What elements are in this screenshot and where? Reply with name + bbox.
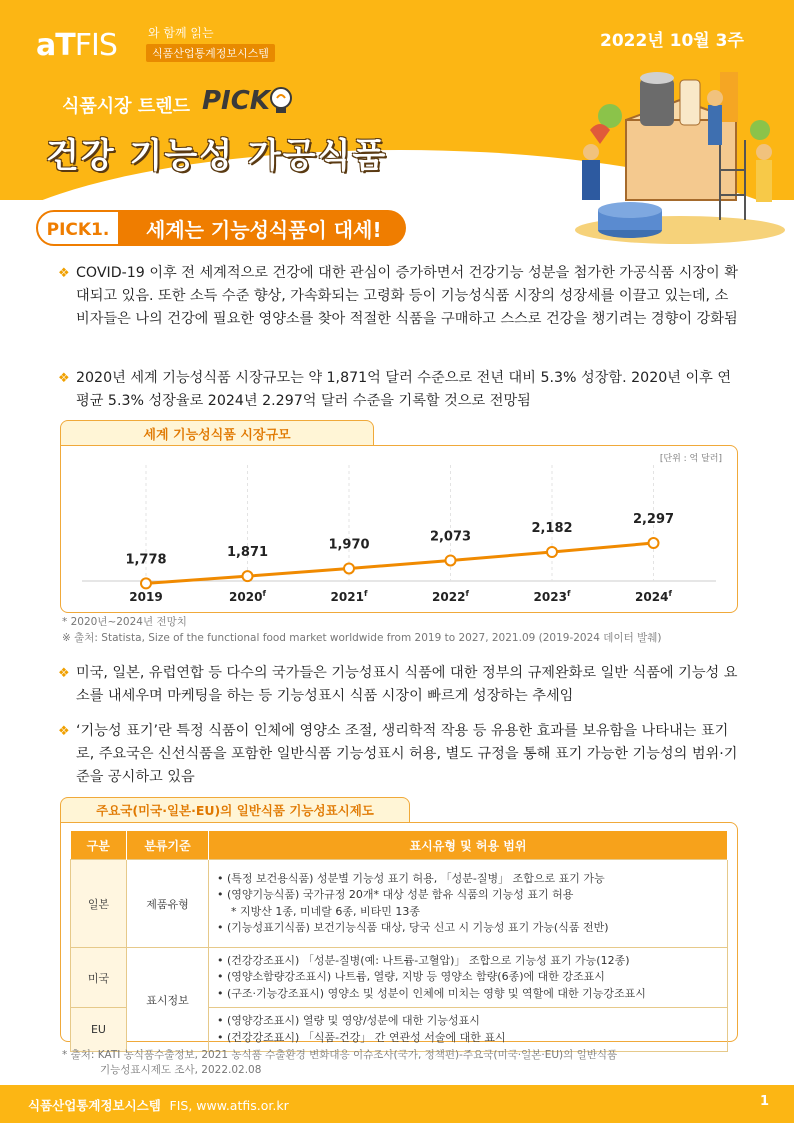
chart-point [141,578,151,588]
chart-title: 세계 기능성식품 시장규모 [143,428,291,443]
scope-japan [209,860,728,948]
chart-point [547,547,557,557]
paragraph-1 [58,262,738,331]
table-source-note-cont: 기능성표시제도 조사, 2022.02.08 [100,1064,262,1076]
scope-usa [209,948,728,1008]
country-usa: 미국 [71,948,127,1008]
chart-source-note: ※ 출처: Statista, Size of the functional food market worldwide from 2019 to 2027, 2021.09 (2019-2024 데이터 발췌) [62,632,662,644]
paragraph-2 [58,367,738,413]
diamond-bullet-icon: ❖ [58,371,70,386]
pick1-badge: PICK1. [36,210,120,246]
logo-fis: FIS [74,28,117,63]
market-size-chart [60,445,738,613]
chart-x-tick-label: 2021$^f$ [330,589,368,604]
diamond-bullet-icon: ❖ [58,724,70,739]
table-item: • (영양기능식품) 국가규정 20개* 대상 성분 함유 식품의 기능성 표기 허용 [217,888,574,901]
table-source-note: * 출처: KATI 농식품수출정보, 2021 농식품 수출환경 변화대응 이슈조사(국가, 정책편)-주요국(미국·일본·EU)의 일반식품 [62,1049,618,1061]
header-scope: 표시유형 및 허용 범위 [209,831,728,860]
logo-brand: aT [36,28,75,63]
paragraph-3-text: 미국, 일본, 유럽연합 등 다수의 국가들은 기능성표시 식품에 대한 정부의 규제완화로 일반 식품에 기능성 요소를 내세우며 마케팅을 하는 등 기능성표시 식품 시장이 빠르게 성장하는 추세임 [76,665,738,704]
paragraph-4 [58,720,738,789]
table-subitem: * 지방산 1종, 미네랄 6종, 비타민 13종 [231,904,420,918]
chart-point [446,555,456,565]
table-row-usa [71,948,728,1008]
footer-text [28,1096,289,1114]
chart-unit-label: [단위 : 억 달러] [659,454,722,464]
paragraph-1-text: COVID-19 이후 전 세계적으로 건강에 대한 관심이 증가하면서 건강기능 성분을 첨가한 가공식품 시장이 확대되고 있음. 또한 소득 수준 향상, 가속화되는 고령화 등이 기능성식품 시장의 성장세를 이끌고 있는데, 소비자들은 나의 건강에 필요한 영양소를 찾아 적절한 식품을 구매하고 스스로 건강을 챙기려는 경향이 강화됨 [76,265,738,327]
diamond-bullet-icon: ❖ [58,266,70,281]
logo-system-name: 식품산업통계정보시스템 [146,44,275,62]
chart-point [243,571,253,581]
shopping-illustration [570,60,790,250]
table-item: • (영양소함량강조표시) 나트륨, 열량, 지방 등 영양소 함량(6종)에 대한 강조표시 [217,970,605,984]
labeling-system-table [70,831,728,1052]
chart-x-tick-label: 2020$^f$ [229,589,266,604]
country-japan: 일본 [71,860,127,948]
table-item: • (구조·기능강조표시) 영양소 및 성분이 인체에 미치는 영향 및 역할에 대한 기능강조표시 [217,986,646,1000]
chart-x-tick-label: 2023$^f$ [533,589,571,604]
pick1-title: 세계는 기능성식품이 대세! [146,218,382,242]
chart-value-label: 2,182 [531,520,573,536]
chart-value-label: 1,871 [226,545,269,561]
page-number: 1 [760,1094,770,1109]
chart-series-line [146,543,654,583]
table-header-row [71,831,728,860]
table-row-japan [71,860,728,948]
header-criterion: 분류기준 [127,831,209,860]
diamond-bullet-icon: ❖ [58,666,70,681]
table-item: • (기능성표기식품) 보건기능식품 대상, 당국 신고 시 기능성 표기 가능(식품 전반) [217,921,609,934]
chart-value-label: 2,073 [429,529,472,545]
criterion-usa-eu: 표시정보 [127,948,209,1052]
trend-pick-label: PICK [202,86,270,116]
paragraph-2-text: 2020년 세계 기능성식품 시장규모는 약 1,871억 달러 수준으로 전년 대비 5.3% 성장함. 2020년 이후 연평균 5.3% 성장율로 2024년 2.297억 달러 수준을 기록할 것으로 전망됨 [76,370,732,409]
table-item: • (영양강조표시) 열량 및 영양/성분에 대한 기능성표시 [217,1014,480,1027]
footer-site-link[interactable]: FIS, www.atfis.or.kr [169,1098,289,1113]
paragraph-4-text: ‘기능성 표기’란 특정 식품이 인체에 영양소 조절, 생리학적 작용 등 유용한 효과를 보유함을 나타내는 표기로, 주요국은 신선식품을 포함한 일반식품 기능성표시 허용, 별도 규정을 통해 표기 가능한 기능성의 범위·기준을 공시하고 있음 [76,723,738,785]
header-country: 구분 [71,831,127,860]
chart-value-label: 1,778 [125,552,167,568]
chart-x-tick-label: 2019 [129,590,163,604]
logo-with-text: 와 함께 읽는 [148,26,214,40]
chart-note-forecast: * 2020년~2024년 전망치 [62,616,187,628]
lightbulb-icon [266,84,296,118]
chart-point [649,538,659,548]
paragraph-3 [58,662,738,708]
chart-x-tick-label: 2024$^f$ [635,589,672,604]
scope-eu [209,1008,728,1052]
chart-point [344,563,354,573]
table-item: • (특정 보건용식품) 성분별 기능성 표기 허용, 「성분-질병」 조합으로 표기 가능 [217,871,605,885]
footer-system: 식품산업통계정보시스템 [28,1098,161,1113]
atfis-logo [36,28,117,63]
table-item: • (건강강조표시) 「성분-질병(예: 나트륨-고혈압)」 조합으로 기능성 표기 가능(12종) [217,953,630,967]
table-title: 주요국(미국·일본·EU)의 일반식품 기능성표시제도 [96,803,374,818]
issue-date: 2022년 10월 3주 [600,31,744,51]
criterion-japan: 제품유형 [127,860,209,948]
country-eu: EU [71,1008,127,1052]
chart-value-label: 1,970 [328,537,370,553]
chart-x-tick-label: 2022$^f$ [432,589,469,604]
main-title: 건강 기능성 가공식품 [46,136,388,176]
table-item: • (건강강조표시) 「식품-건강」 간 연관성 서술에 대한 표시 [217,1030,506,1044]
trend-label: 식품시장 트렌드 [62,96,190,117]
chart-value-label: 2,297 [632,512,675,528]
